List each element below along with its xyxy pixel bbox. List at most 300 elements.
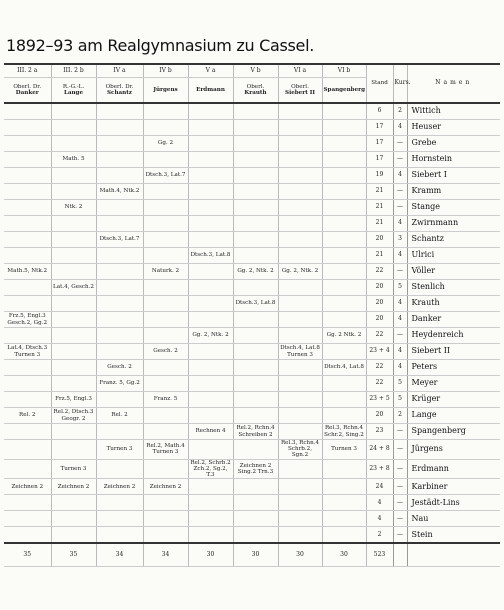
lesson-cell [233, 511, 278, 527]
kurs-cell: 5 [393, 392, 407, 408]
teacher-name-cell: Wittich [407, 103, 500, 120]
lesson-cell [188, 344, 233, 360]
lesson-cell [322, 312, 366, 328]
table-row [4, 392, 500, 408]
lesson-cell: Rel.2, Dtsch.3 Geogr. 2 [51, 408, 96, 424]
teacher-name-cell: Heydenreich [407, 328, 500, 344]
lesson-cell [143, 511, 188, 527]
stand-cell: 20 [366, 408, 393, 424]
class-header-4: V a [188, 64, 233, 78]
lesson-cell [322, 152, 366, 168]
teacher-header-3 [143, 78, 188, 104]
table-row [4, 479, 500, 495]
lesson-cell [322, 103, 366, 120]
kurs-cell: — [393, 136, 407, 152]
lesson-cell [4, 495, 51, 511]
lesson-cell [4, 376, 51, 392]
lesson-cell [188, 280, 233, 296]
stand-cell: 21 [366, 248, 393, 264]
kurs-cell: — [393, 424, 407, 440]
lesson-cell: Naturk. 2 [143, 264, 188, 280]
lesson-cell [51, 136, 96, 152]
lesson-cell [233, 312, 278, 328]
kurs-cell: 3 [393, 232, 407, 248]
lesson-cell [51, 216, 96, 232]
lesson-cell [143, 360, 188, 376]
lesson-cell: Math.5, Ntk.2 [4, 264, 51, 280]
lesson-cell [278, 392, 322, 408]
teacher-name-cell: Peters [407, 360, 500, 376]
lesson-cell [322, 280, 366, 296]
lesson-cell [278, 424, 322, 440]
teacher-name-cell: Stenlich [407, 280, 500, 296]
lesson-cell [233, 408, 278, 424]
stand-cell: 21 [366, 184, 393, 200]
lesson-cell [233, 495, 278, 511]
kurs-cell: — [393, 152, 407, 168]
lesson-cell [4, 440, 51, 460]
lesson-cell [233, 120, 278, 136]
total-cell: 30 [233, 543, 278, 567]
lesson-cell: Zeichnen 2 [96, 479, 143, 495]
lesson-cell: Dtsch.4, Lat.8 Turnen 3 [278, 344, 322, 360]
kurs-cell: 4 [393, 360, 407, 376]
lesson-cell [51, 184, 96, 200]
lesson-cell [233, 103, 278, 120]
kurs-cell: — [393, 511, 407, 527]
table-row [4, 511, 500, 527]
lesson-cell [4, 120, 51, 136]
lesson-cell [233, 392, 278, 408]
kurs-total [393, 543, 407, 567]
class-header-1: III. 2 b [51, 64, 96, 78]
lesson-cell [233, 232, 278, 248]
lesson-cell [188, 479, 233, 495]
lesson-cell: Gg. 2, Ntk. 2 [278, 264, 322, 280]
lesson-cell [322, 232, 366, 248]
lesson-cell [322, 168, 366, 184]
stand-cell: 24 + 8 [366, 440, 393, 460]
lesson-cell [278, 200, 322, 216]
teacher-name: Krauth [244, 90, 267, 96]
stand-cell: 4 [366, 511, 393, 527]
lesson-cell [322, 184, 366, 200]
lesson-cell [233, 184, 278, 200]
lesson-cell [322, 511, 366, 527]
lesson-cell [188, 152, 233, 168]
lesson-cell [4, 184, 51, 200]
lesson-cell [188, 200, 233, 216]
lesson-cell [143, 103, 188, 120]
lesson-cell [188, 232, 233, 248]
teacher-name-cell: Heuser [407, 120, 500, 136]
lesson-cell [278, 408, 322, 424]
lesson-cell: Rel.2, Math.4 Turnen 3 [143, 440, 188, 460]
kurs-cell: — [393, 495, 407, 511]
lesson-cell [322, 136, 366, 152]
teacher-name-cell: Jürgens [407, 440, 500, 460]
lesson-cell [51, 376, 96, 392]
totals-row [4, 543, 500, 567]
total-cell: 35 [4, 543, 51, 567]
lesson-cell: Lat.4, Dtsch.3 Turnen 3 [4, 344, 51, 360]
lesson-cell [143, 459, 188, 479]
lesson-cell [278, 280, 322, 296]
lesson-cell: Gg. 2 Ntk. 2 [322, 328, 366, 344]
lesson-cell [233, 136, 278, 152]
teacher-name-cell: Jestädt-Lins [407, 495, 500, 511]
stand-cell: 22 [366, 264, 393, 280]
lesson-cell [188, 527, 233, 544]
stand-cell: 23 + 5 [366, 392, 393, 408]
lesson-cell: Gg. 2, Ntk. 2 [188, 328, 233, 344]
kurs-cell: 2 [393, 408, 407, 424]
lesson-cell [188, 392, 233, 408]
lesson-cell [96, 495, 143, 511]
teacher-name: Siebert II [285, 90, 315, 96]
lesson-cell [51, 424, 96, 440]
lesson-cell [322, 296, 366, 312]
total-cell: 34 [96, 543, 143, 567]
lesson-cell [96, 424, 143, 440]
teacher-name-cell: Karbiner [407, 479, 500, 495]
lesson-cell [278, 184, 322, 200]
lesson-cell [233, 328, 278, 344]
table-row [4, 376, 500, 392]
stand-cell: 6 [366, 103, 393, 120]
table-row [4, 248, 500, 264]
class-header-7: VI b [322, 64, 366, 78]
class-header-5: V b [233, 64, 278, 78]
lesson-cell: Zeichnen 2 [51, 479, 96, 495]
stand-cell: 22 [366, 328, 393, 344]
name-total [407, 543, 500, 567]
kurs-cell: 4 [393, 296, 407, 312]
lesson-cell: Gg. 2 [143, 136, 188, 152]
lesson-cell: Rechnen 4 [188, 424, 233, 440]
lesson-cell [278, 459, 322, 479]
kurs-cell: — [393, 200, 407, 216]
lesson-cell [322, 527, 366, 544]
kurs-cell: 4 [393, 216, 407, 232]
stand-cell: 20 [366, 232, 393, 248]
table-row [4, 408, 500, 424]
lesson-cell [188, 184, 233, 200]
table-row [4, 103, 500, 120]
lesson-cell [4, 511, 51, 527]
lesson-cell [188, 360, 233, 376]
teacher-name: Erdmann [196, 86, 225, 93]
teacher-title: Oberl. [246, 83, 265, 90]
teacher-header-1 [51, 78, 96, 104]
lesson-cell [96, 103, 143, 120]
lesson-cell: Turnen 3 [51, 459, 96, 479]
lesson-cell [143, 152, 188, 168]
lesson-cell [51, 495, 96, 511]
lesson-cell [96, 527, 143, 544]
teacher-header-4 [188, 78, 233, 104]
lesson-cell: Turnen 3 [96, 440, 143, 460]
lesson-cell [51, 296, 96, 312]
lesson-cell: Lat.4, Gesch.2 [51, 280, 96, 296]
lesson-cell [143, 120, 188, 136]
class-header-0: III. 2 a [4, 64, 51, 78]
lesson-cell [96, 280, 143, 296]
lesson-cell [233, 168, 278, 184]
table-row [4, 264, 500, 280]
lesson-cell: Zeichnen 2 [4, 479, 51, 495]
stand-cell: 2 [366, 527, 393, 544]
stand-cell: 20 [366, 312, 393, 328]
lesson-cell [4, 280, 51, 296]
class-header-3: IV b [143, 64, 188, 78]
kurs-cell: 4 [393, 120, 407, 136]
lesson-cell [143, 184, 188, 200]
table-row [4, 344, 500, 360]
teacher-title: R.-G.-L. [62, 83, 85, 90]
kurs-header: Kurs. [393, 64, 407, 103]
lesson-cell [278, 527, 322, 544]
teacher-header-2 [96, 78, 143, 104]
kurs-cell: 5 [393, 376, 407, 392]
lesson-cell [4, 136, 51, 152]
teacher-name-cell: Hornstein [407, 152, 500, 168]
table-row [4, 280, 500, 296]
lesson-cell [4, 103, 51, 120]
lesson-cell [96, 216, 143, 232]
lesson-cell [233, 344, 278, 360]
lesson-cell [96, 459, 143, 479]
stand-cell: 4 [366, 495, 393, 511]
teacher-name-cell: Grebe [407, 136, 500, 152]
teacher-name-cell: Völler [407, 264, 500, 280]
teacher-name: Jürgens [153, 86, 178, 93]
lesson-cell [278, 360, 322, 376]
stand-total: 523 [366, 543, 393, 567]
lesson-cell [188, 440, 233, 460]
lesson-cell [233, 479, 278, 495]
lesson-cell [278, 312, 322, 328]
lesson-cell [188, 216, 233, 232]
teacher-name-cell: Nau [407, 511, 500, 527]
teacher-name-cell: Danker [407, 312, 500, 328]
total-cell: 30 [278, 543, 322, 567]
lesson-cell [51, 264, 96, 280]
lesson-cell [96, 312, 143, 328]
lesson-cell: Zeichnen 2 [143, 479, 188, 495]
lesson-cell: Turnen 3 [322, 440, 366, 460]
lesson-cell: Rel.3, Rchn.4 Schrb.2, Sgn.2 [278, 440, 322, 460]
stand-cell: 23 + 4 [366, 344, 393, 360]
total-cell: 34 [143, 543, 188, 567]
lesson-cell: Gg. 2, Ntk. 2 [233, 264, 278, 280]
lesson-cell [4, 216, 51, 232]
kurs-cell: — [393, 527, 407, 544]
total-cell: 30 [322, 543, 366, 567]
lesson-cell [322, 264, 366, 280]
lesson-cell [96, 168, 143, 184]
kurs-cell: 4 [393, 248, 407, 264]
lesson-cell [188, 376, 233, 392]
lesson-cell: Math. 5 [51, 152, 96, 168]
total-cell: 35 [51, 543, 96, 567]
table-row [4, 152, 500, 168]
teacher-name-cell: Siebert I [407, 168, 500, 184]
stand-cell: 19 [366, 168, 393, 184]
lesson-cell: Rel. 2 [96, 408, 143, 424]
lesson-cell [4, 248, 51, 264]
lesson-cell [233, 248, 278, 264]
stand-cell: 20 [366, 280, 393, 296]
stand-cell: 20 [366, 296, 393, 312]
lesson-cell [51, 120, 96, 136]
table-row [4, 527, 500, 544]
stand-cell: 17 [366, 120, 393, 136]
stand-cell: 17 [366, 136, 393, 152]
class-header-row [4, 64, 500, 78]
table-row [4, 120, 500, 136]
lesson-cell [4, 152, 51, 168]
teacher-name: Lange [63, 90, 84, 96]
table-row [4, 328, 500, 344]
lesson-cell [188, 296, 233, 312]
lesson-cell [143, 495, 188, 511]
lesson-cell [278, 376, 322, 392]
page-title: 1892–93 am Realgymnasium zu Cassel. [6, 36, 315, 55]
lesson-cell [143, 424, 188, 440]
lesson-cell [4, 232, 51, 248]
lesson-cell [143, 216, 188, 232]
lesson-cell [233, 200, 278, 216]
lesson-cell: Dtsch.3, Lat.8 [233, 296, 278, 312]
lesson-cell [51, 103, 96, 120]
lesson-cell [278, 511, 322, 527]
lesson-cell [322, 344, 366, 360]
lesson-cell [278, 168, 322, 184]
stand-header: Stand [366, 64, 393, 103]
lesson-cell: Franz. 5 [143, 392, 188, 408]
teacher-title: Oberl. [291, 83, 309, 90]
lesson-cell [188, 312, 233, 328]
lesson-cell [143, 280, 188, 296]
lesson-cell [188, 264, 233, 280]
lesson-cell [143, 248, 188, 264]
lesson-cell [4, 168, 51, 184]
lesson-cell: Gesch. 2 [96, 360, 143, 376]
lesson-cell [233, 527, 278, 544]
lesson-cell [51, 232, 96, 248]
stand-cell: 22 [366, 376, 393, 392]
lesson-cell [188, 136, 233, 152]
teacher-header-5 [233, 78, 278, 104]
lesson-cell [4, 296, 51, 312]
lesson-cell: Ntk. 2 [51, 200, 96, 216]
lesson-cell [96, 296, 143, 312]
lesson-cell: Frz.5, Engl.3 Gesch.2, Gg.2 [4, 312, 51, 328]
table-row [4, 184, 500, 200]
lesson-cell [4, 328, 51, 344]
teacher-name-cell: Stange [407, 200, 500, 216]
lesson-cell [143, 232, 188, 248]
lesson-cell [322, 479, 366, 495]
lesson-cell [4, 360, 51, 376]
total-cell: 30 [188, 543, 233, 567]
teacher-name-cell: Lange [407, 408, 500, 424]
table-row [4, 495, 500, 511]
teacher-name-cell: Spangenberg [407, 424, 500, 440]
teacher-name-cell: Stein [407, 527, 500, 544]
table-row [4, 232, 500, 248]
lesson-cell [51, 527, 96, 544]
lesson-cell: Dtsch.3, Lat.8 [188, 248, 233, 264]
table-row [4, 360, 500, 376]
teacher-name-cell: Ulrici [407, 248, 500, 264]
teacher-title: Oberl. Dr. [13, 83, 42, 90]
lesson-cell: Dtsch.3, Lat.7 [143, 168, 188, 184]
teacher-name-cell: Kramm [407, 184, 500, 200]
lesson-cell [96, 264, 143, 280]
teacher-name-cell: Siebert II [407, 344, 500, 360]
lesson-cell [4, 424, 51, 440]
teacher-header-7 [322, 78, 366, 104]
lesson-cell [51, 248, 96, 264]
lesson-cell [51, 360, 96, 376]
lesson-cell [233, 280, 278, 296]
lesson-cell [51, 328, 96, 344]
table-row [4, 136, 500, 152]
lesson-cell [96, 328, 143, 344]
teacher-name-cell: Schantz [407, 232, 500, 248]
table-row [4, 312, 500, 328]
stand-cell: 24 [366, 479, 393, 495]
lesson-cell: Rel.2, Rchn.4 Schreiben 2 [233, 424, 278, 440]
table-row [4, 440, 500, 460]
stand-cell: 17 [366, 152, 393, 168]
lesson-cell [51, 511, 96, 527]
lesson-cell: Dtsch.3, Lat.7 [96, 232, 143, 248]
stand-cell: 23 [366, 424, 393, 440]
lesson-cell: Zeichnen 2 Sing.2 Trn.3 [233, 459, 278, 479]
lesson-cell [4, 459, 51, 479]
lesson-cell: Rel.3, Rchn.4 Schr.2, Sing.2 [322, 424, 366, 440]
table-row [4, 296, 500, 312]
lesson-cell [188, 511, 233, 527]
lesson-cell [233, 216, 278, 232]
teacher-name-cell: Zwirnmann [407, 216, 500, 232]
lesson-cell [51, 344, 96, 360]
lesson-cell [233, 376, 278, 392]
lesson-cell [188, 120, 233, 136]
lesson-cell [96, 120, 143, 136]
lesson-cell [278, 152, 322, 168]
teacher-name-cell: Krüger [407, 392, 500, 408]
table-row [4, 200, 500, 216]
lesson-cell [322, 120, 366, 136]
lesson-cell [322, 392, 366, 408]
lesson-cell [143, 328, 188, 344]
lesson-cell [278, 120, 322, 136]
lesson-cell [322, 408, 366, 424]
lesson-cell [143, 296, 188, 312]
teacher-name-cell: Erdmann [407, 459, 500, 479]
teacher-name-cell: Krauth [407, 296, 500, 312]
lesson-cell [51, 440, 96, 460]
table-row [4, 216, 500, 232]
lesson-cell [4, 527, 51, 544]
class-header-6: VI a [278, 64, 322, 78]
lesson-cell [143, 376, 188, 392]
lesson-cell [143, 408, 188, 424]
